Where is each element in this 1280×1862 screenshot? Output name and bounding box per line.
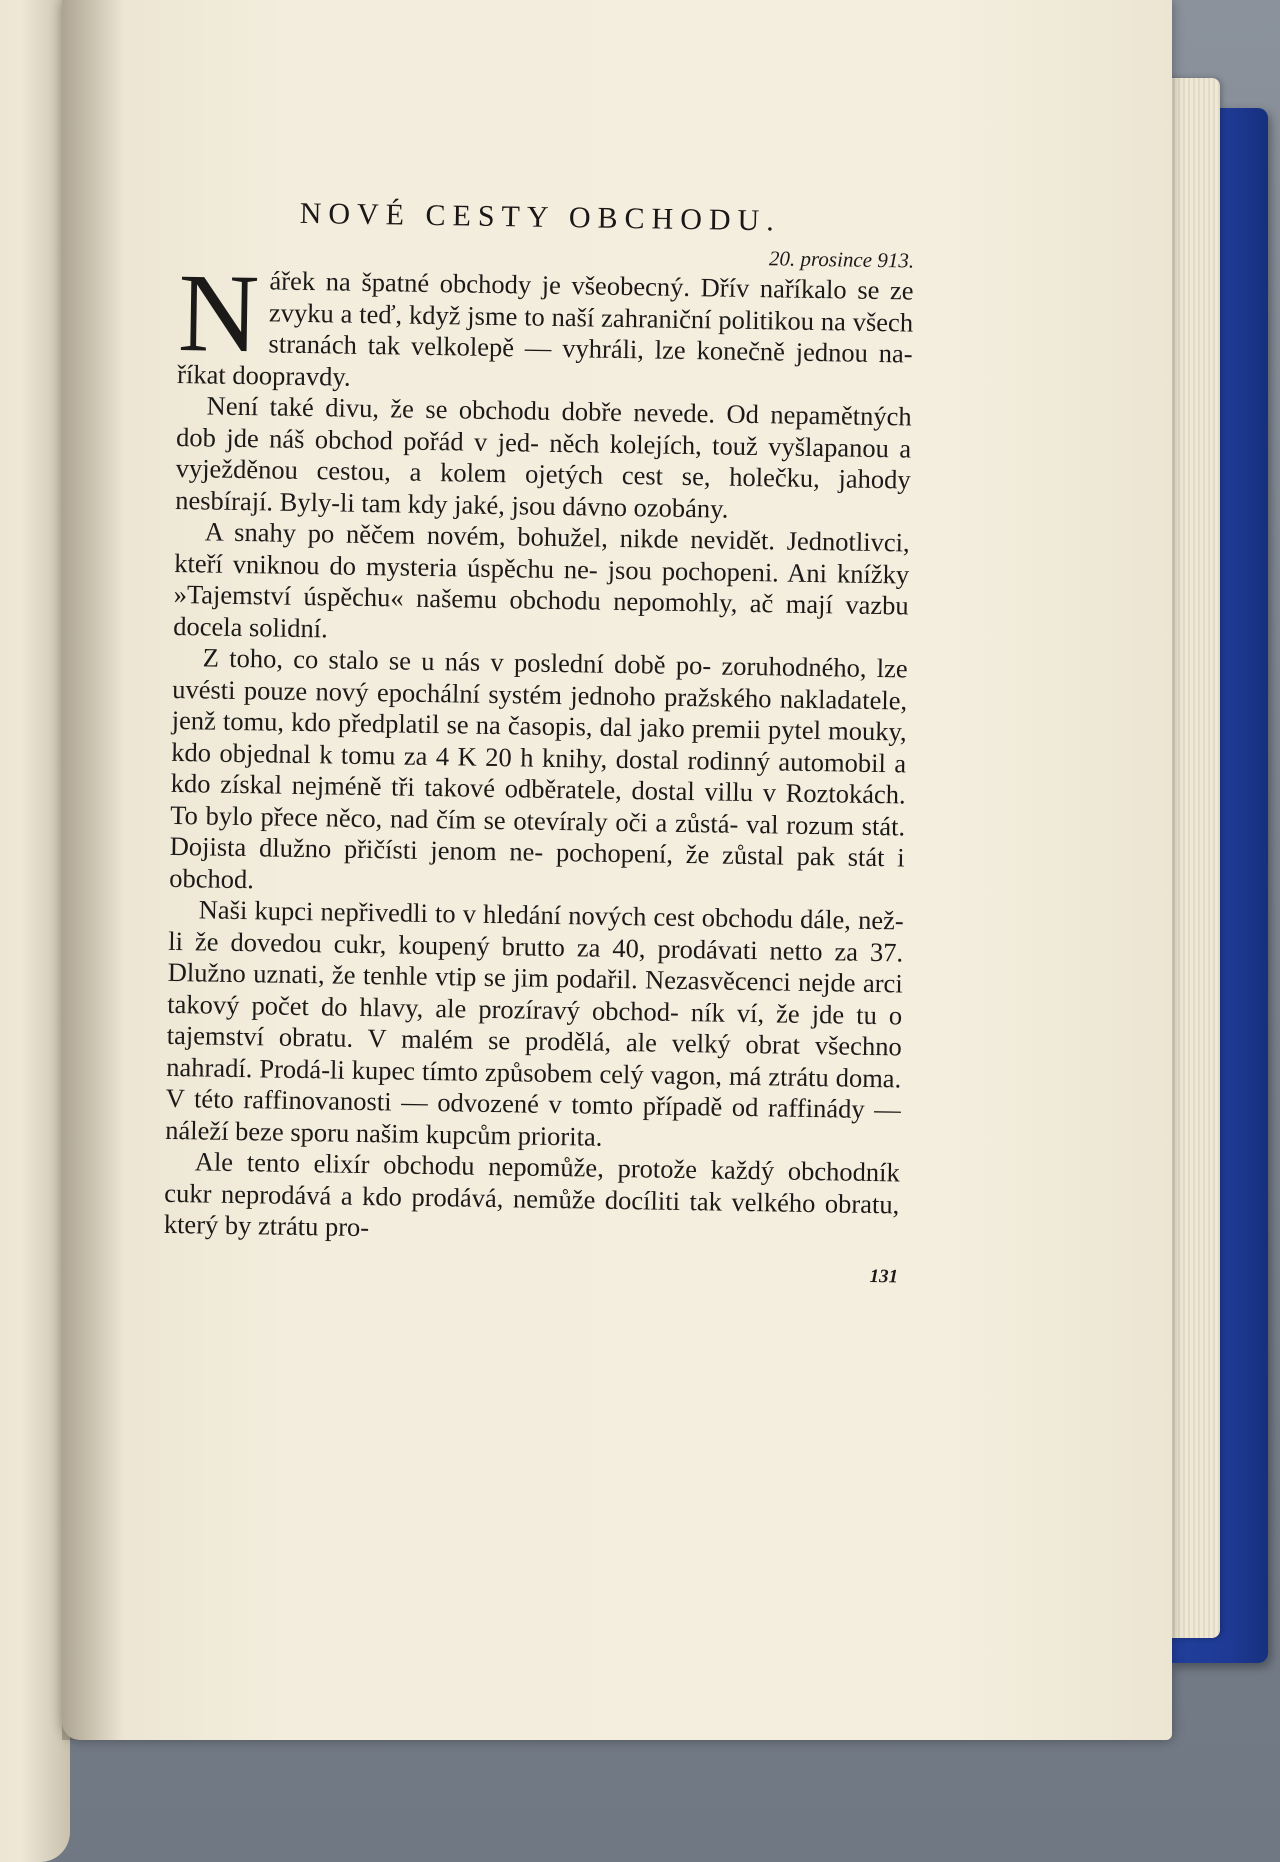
left-page-edge bbox=[0, 0, 70, 1862]
chapter-title: NOVÉ CESTY OBCHODU. bbox=[299, 196, 781, 238]
paragraph: A snahy po něčem novém, bohužel, nikde nevidět. Jednotlivci, kteří vniknou do mysteria úspěchu ne- jsou pochopeni. Ani knížky »Tajemství úspěchu« našemu obchodu nepomohly, ač mají vazbu docela solidní. bbox=[173, 516, 910, 643]
paragraph: Ale tento elixír obchodu nepomůže, protože každý obchodník cukr neprodává a kdo prodává, nemůže docíliti tak velkého obratu, který by ztrátu pro- bbox=[163, 1146, 900, 1243]
page-number: 131 bbox=[869, 1265, 899, 1287]
paragraph: Není také divu, že se obchodu dobře nevede. Od nepamětných dob jde náš obchod pořád v jed- něch kolejích, touž vyšlapanou a vyježděnou cestou, a kolem ojetých cest se, holečku, jahody nesbírají. Byly-li tam kdy jaké, jsou dávno ozobány. bbox=[174, 390, 912, 524]
gutter-shadow bbox=[62, 0, 122, 1740]
paragraph: Z toho, co stalo se u nás v poslední době po- zoruhodného, lze uvésti pouze nový epochální systém jednoho pražského nakladatele, jenž tomu, kdo předplatil se na časopis, dal jako premii pytel mouky, kdo objednal k tomu za 4 K 20 h knihy, dostal rodinný automobil a kdo získal nejméně tři takové odběratele, dostal villu v Roztokách. To bylo přece něco, nad čím se otevíraly oči a zůstá- val rozum stát. Dojista dlužno přičísti jenom ne- pochopení, že zůstal pak stát i obchod. bbox=[169, 642, 908, 894]
dateline: 20. prosince 913. bbox=[768, 246, 915, 273]
paragraph: Naši kupci nepřivedli to v hledání nových cest obchodu dále, než-li že dovedou cukr, koupený brutto za 40, prodávati netto za 37. Dlužno uznati, že tenhle vtip se jim podařil. Nezasvěcenci nejde arci takový počet do hlavy, ale prozíravý obchod- ník ví, že jde tu o tajemství obratu. V malém se prodělá, ale velký obrat všechno nahradí. Prodá-li kupec tímto způsobem celý vagon, má ztrátu doma. V této raffinovanosti — odvozené v tomto případě od raffinády — náleží beze sporu našim kupcům priorita. bbox=[165, 894, 904, 1152]
drop-cap: N bbox=[177, 250, 261, 377]
paragraph-text: ářek na špatné obchody je všeobecný. Dřív naříkalo se ze zvyku a teď, když jsme to naší zahraniční politikou na všech stranách tak velkolepě — vyhráli, lze konečně jednou na- říkat doopravdy. bbox=[176, 265, 914, 392]
page-content bbox=[163, 195, 915, 1288]
